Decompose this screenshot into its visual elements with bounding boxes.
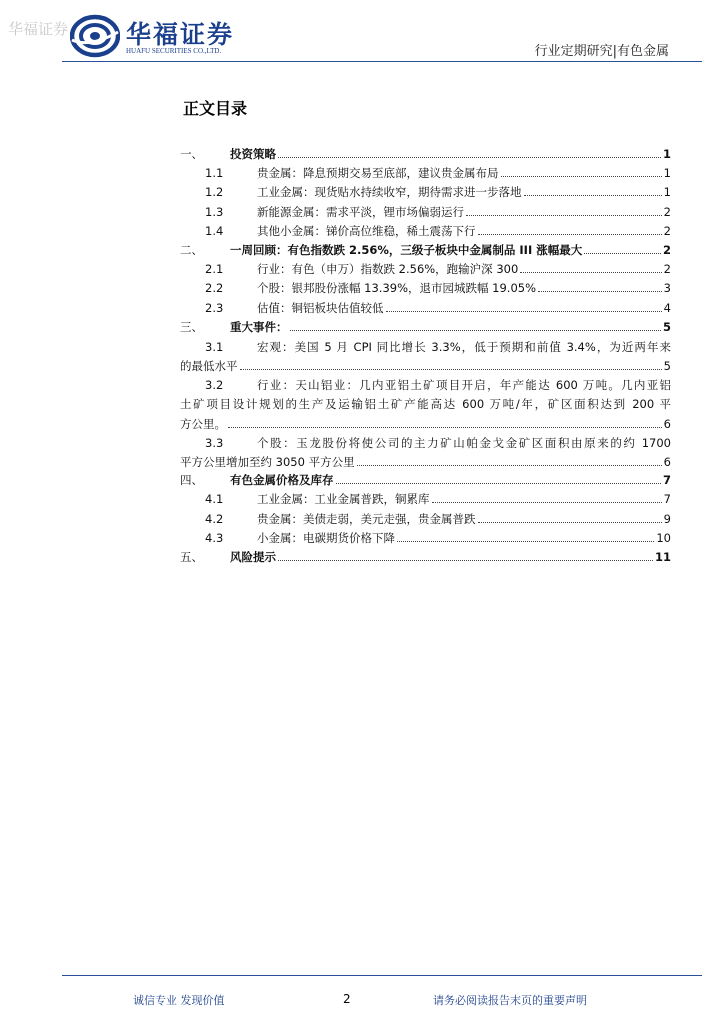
toc-entry-title-line: 行业：天山铝业：几内亚铝土矿项目开启，年产能达 600 万吨。几内亚铝 [257,378,671,393]
toc-entry-title: 行业：有色（申万）指数跌 2.56%，跑输沪深 300 [257,262,519,277]
toc-entry-number: 四、 [180,473,203,488]
toc-entry-title: 有色金属价格及库存 [230,473,334,488]
logo-company-name: 华福证券 [126,20,235,49]
toc-entry-title-line: 宏观：美国 5 月 CPI 同比增长 3.3%，低于预期和前值 3.4%，为近两年来 [257,339,671,354]
toc-entry-number: 1.4 [205,223,224,238]
toc-entry[interactable] [180,223,671,242]
toc-entry-page: 2 [663,204,671,219]
toc-entry[interactable] [180,280,671,299]
toc-entry-title: 工业金属：工业金属普跌，铜累库 [257,492,430,507]
toc-leader-dots [478,234,662,235]
toc-entry-number: 二、 [180,242,203,257]
toc-entry-page: 5 [663,359,671,374]
toc-entry-title: 估值：铜铝板块估值较低 [257,300,384,315]
toc-entry[interactable] [180,319,671,338]
toc-entry[interactable] [180,530,671,549]
toc-entry-page: 7 [662,473,671,488]
toc-entry[interactable] [180,491,671,510]
toc-leader-dots [584,253,661,254]
toc-entry-number: 4.2 [205,511,224,526]
toc-entry-title-line: 个股：玉龙股份将使公司的主力矿山帕金戈金矿区面积由原来的约 1700 [257,435,671,450]
toc-entry[interactable] [180,434,671,472]
toc-entry-title: 贵金属：降息预期交易至底部，建议贵金属布局 [257,166,499,181]
footer-slogan: 诚信专业 发现价值 [133,994,225,1007]
toc-leader-dots [397,541,654,542]
toc-entry[interactable] [180,376,671,434]
toc-entry-page: 2 [662,242,671,257]
toc-leader-dots [432,502,662,503]
toc-leader-dots [520,272,661,273]
toc-leader-dots [240,369,662,370]
toc-leader-dots [501,176,662,177]
toc-entry-page: 2 [663,223,671,238]
report-category: 行业定期研究|有色金属 [534,44,669,59]
toc-leader-dots [290,330,661,331]
toc-entry-number: 2.3 [205,300,224,315]
toc-entry-page: 11 [654,550,671,565]
toc-entry-number: 一、 [180,147,203,161]
toc-entry-title: 贵金属：美债走弱，美元走强，贵金属普跌 [257,511,476,526]
toc-entry-title: 小金属：电碳期货价格下降 [257,530,395,545]
toc-leader-dots [466,215,662,216]
toc-entry-title: 风险提示 [230,550,276,565]
toc-entry-page: 1 [663,185,671,200]
toc-entry[interactable] [180,338,671,376]
toc-entry[interactable] [180,165,671,184]
toc-entry-number: 1.1 [205,166,224,181]
toc-entry-title: 投资策略 [230,147,276,161]
toc-entry-number: 五、 [180,550,203,565]
toc-entry-title: 个股：银邦股份涨幅 13.39%，退市园城跌幅 19.05% [257,281,537,296]
toc-entry-number: 2.1 [205,262,224,277]
toc-entry-page: 5 [662,319,671,334]
toc-entry[interactable] [180,204,671,223]
toc-entry[interactable] [180,146,671,165]
toc-entry[interactable] [180,261,671,280]
toc-entry-page: 6 [663,416,671,431]
toc-entry[interactable] [180,242,671,261]
toc-entry-number: 三、 [180,319,203,334]
toc-entry-number: 1.2 [205,185,224,200]
toc-entry-page: 3 [663,281,671,296]
toc-entry[interactable] [180,184,671,203]
toc-entry-page: 6 [663,455,671,470]
toc-entry-title: 重大事件： [230,319,288,334]
logo-swirl-icon [70,14,120,58]
toc-leader-dots [357,465,662,466]
toc-entry-number: 2.2 [205,281,224,296]
table-of-contents [180,146,671,568]
toc-entry-title-line: 的最低水平 [180,359,238,374]
toc-entry-page: 7 [663,492,671,507]
toc-entry-page: 4 [663,300,671,315]
toc-leader-dots [386,311,662,312]
header-divider [62,61,702,62]
toc-entry[interactable] [180,300,671,319]
toc-entry-page: 1 [662,147,671,161]
toc-entry-number: 3.1 [205,339,224,354]
toc-entry-title: 一周回顾：有色指数跌 2.56%，三级子板块中金属制品 III 涨幅最大 [230,242,583,257]
toc-entry-title-line: 方公里。 [180,416,226,431]
toc-title: 正文目录 [183,99,248,118]
toc-entry-title: 工业金属：现货贴水持续收窄，期待需求进一步落地 [257,185,522,200]
toc-entry-page: 9 [663,511,671,526]
toc-entry-title-line: 平方公里增加至约 3050 平方公里 [180,455,355,470]
toc-leader-dots [478,522,662,523]
footer-disclaimer: 请务必阅读报告末页的重要声明 [433,994,587,1007]
toc-entry-number: 4.1 [205,492,224,507]
page-number: 2 [343,992,351,1006]
toc-leader-dots [228,427,662,428]
toc-entry-title: 其他小金属：锑价高位维稳，稀土震荡下行 [257,223,476,238]
toc-entry-page: 1 [663,166,671,181]
toc-entry-title-line: 土矿项目设计规划的生产及运输铝土矿产能高达 600 万吨/年，矿区面积达到 200 平 [180,397,671,412]
toc-leader-dots [278,560,653,561]
toc-entry-title: 新能源金属：需求平淡，锂市场偏弱运行 [257,204,464,219]
watermark-text: 华福证券 [8,20,69,38]
toc-entry[interactable] [180,511,671,530]
toc-leader-dots [278,157,661,158]
toc-entry-number: 4.3 [205,530,224,545]
toc-entry[interactable] [180,549,671,568]
toc-entry-number: 3.2 [205,378,224,393]
toc-leader-dots [336,483,661,484]
toc-entry-number: 1.3 [205,204,224,219]
toc-entry[interactable] [180,472,671,491]
toc-leader-dots [538,291,662,292]
footer-divider [62,975,702,976]
toc-entry-page: 2 [663,262,671,277]
toc-entry-page: 10 [656,530,671,545]
toc-entry-number: 3.3 [205,435,224,450]
logo-company-name-en: HUAFU SECURITIES CO.,LTD. [126,47,222,55]
toc-leader-dots [524,195,662,196]
